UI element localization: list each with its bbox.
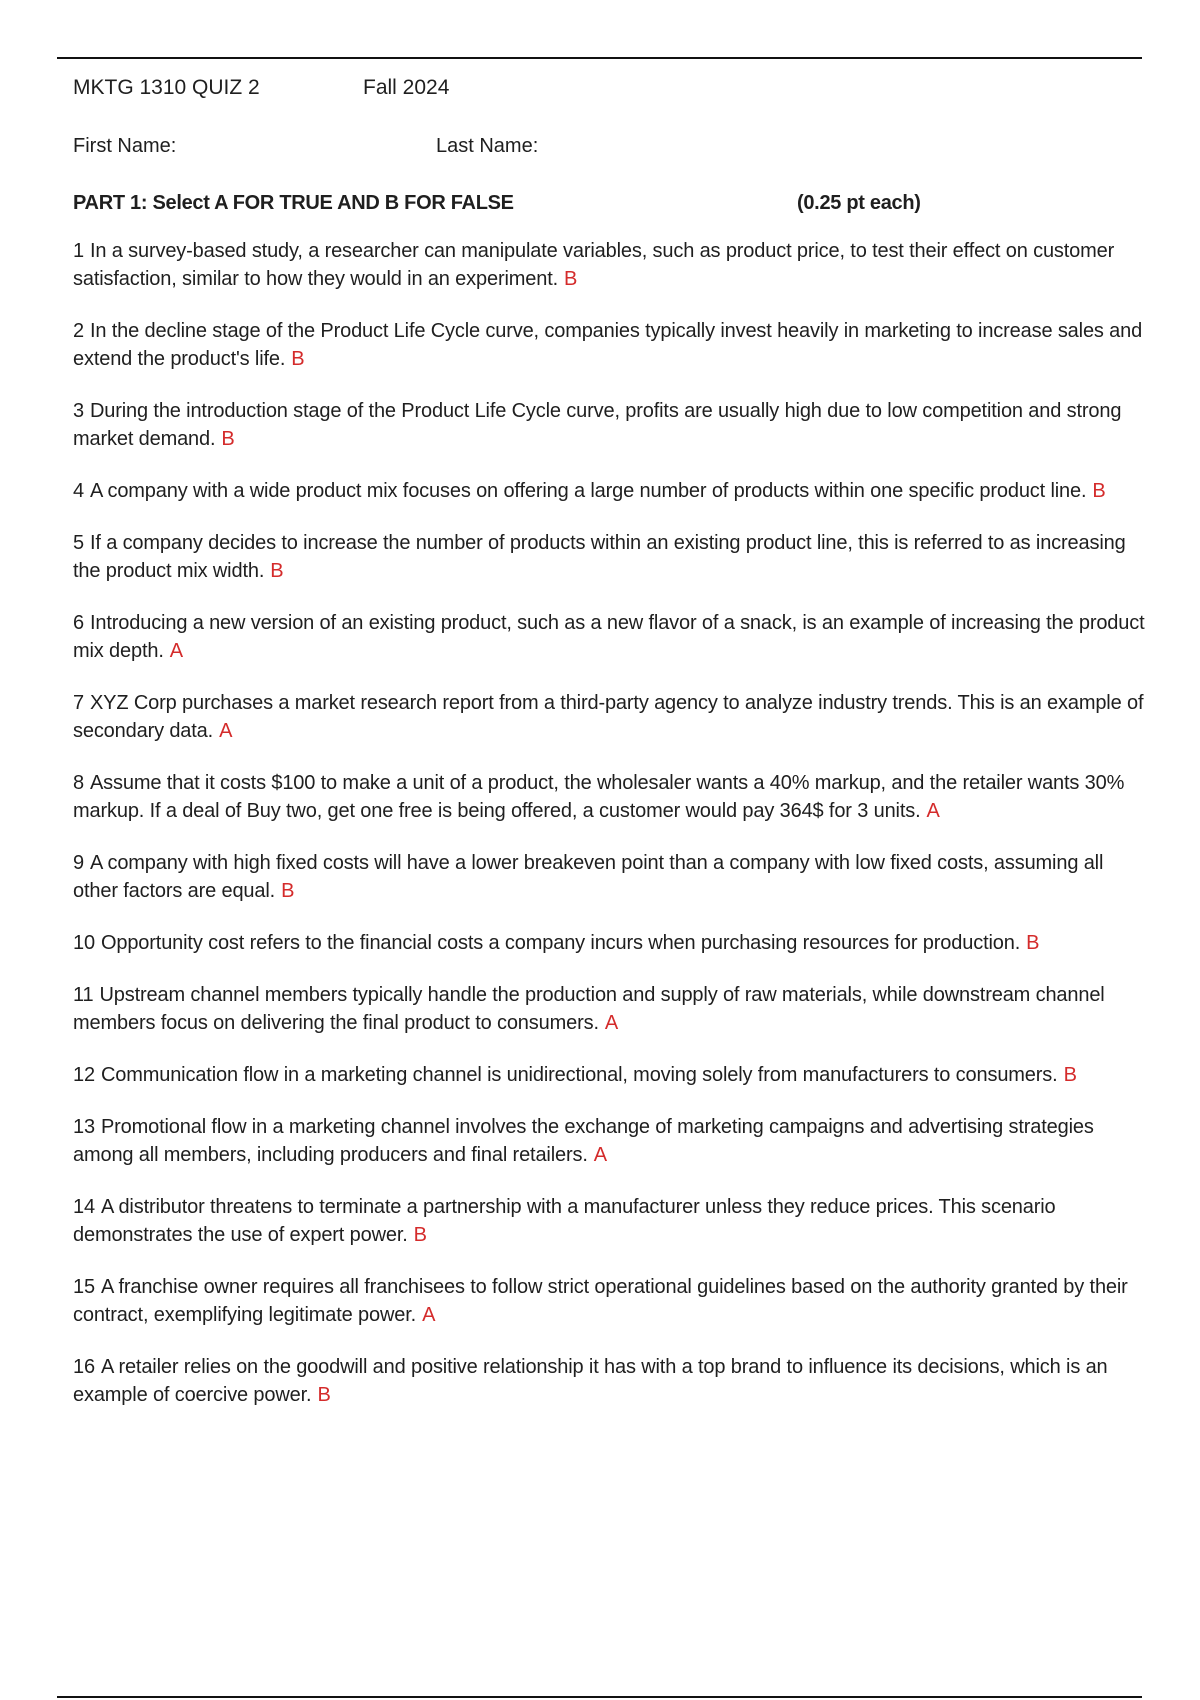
first-name-label: First Name: xyxy=(73,135,177,157)
question-number: 10 xyxy=(73,932,95,954)
question-item xyxy=(73,529,1153,585)
question-text: Introducing a new version of an existing product, such as a new flavor of a snack, is an example of increasing the product mix depth. xyxy=(73,612,1145,662)
answer-key: A xyxy=(604,1012,619,1034)
answer-key: B xyxy=(281,880,295,902)
question-text: XYZ Corp purchases a market research report from a third-party agency to analyze industry trends. This is an example of secondary data. xyxy=(73,692,1144,742)
question-text: During the introduction stage of the Product Life Cycle curve, profits are usually high due to low competition and strong market demand. xyxy=(73,400,1122,450)
question-text: Opportunity cost refers to the financial costs a company incurs when purchasing resources for production. xyxy=(100,932,1021,954)
question-item xyxy=(73,1061,1153,1089)
question-text: If a company decides to increase the number of products within an existing product line, this is referred to as increasing the product mix width. xyxy=(73,532,1126,582)
question-number: 12 xyxy=(73,1064,95,1086)
answer-key: A xyxy=(219,720,233,742)
question-number: 11 xyxy=(73,984,94,1006)
question-text: Upstream channel members typically handle the production and supply of raw materials, while downstream channel members focus on delivering the final product to consumers. xyxy=(73,984,1105,1034)
title-row xyxy=(73,73,1153,103)
question-text: A company with a wide product mix focuses on offering a large number of products within one specific product line. xyxy=(89,480,1087,502)
last-name-label: Last Name: xyxy=(436,135,539,157)
question-item xyxy=(73,981,1153,1037)
question-item xyxy=(73,689,1153,745)
term-label: Fall 2024 xyxy=(363,76,450,99)
answer-key: B xyxy=(564,268,578,290)
question-number: 2 xyxy=(73,320,84,342)
question-number: 9 xyxy=(73,852,84,874)
question-item xyxy=(73,317,1153,373)
question-number: 3 xyxy=(73,400,84,422)
question-number: 6 xyxy=(73,612,84,634)
question-item xyxy=(73,1113,1153,1169)
course-title: MKTG 1310 QUIZ 2 xyxy=(73,76,260,99)
answer-key: A xyxy=(926,800,940,822)
points-label: (0.25 pt each) xyxy=(797,192,921,214)
part-1-heading: PART 1: Select A FOR TRUE AND B FOR FALSE xyxy=(73,192,514,214)
question-number: 5 xyxy=(73,532,84,554)
answer-key: B xyxy=(221,428,235,450)
question-text: Promotional flow in a marketing channel involves the exchange of marketing campaigns and advertising strategies among all members, including producers and final retailers. xyxy=(73,1116,1094,1166)
answer-key: A xyxy=(593,1144,607,1166)
question-item xyxy=(73,397,1153,453)
question-item xyxy=(73,1193,1153,1249)
answer-key: B xyxy=(413,1224,427,1246)
question-text: In a survey-based study, a researcher can manipulate variables, such as product price, to test their effect on customer satisfaction, similar to how they would in an experiment. xyxy=(73,240,1115,290)
question-number: 14 xyxy=(73,1196,95,1218)
answer-key: B xyxy=(1063,1064,1077,1086)
answer-key: B xyxy=(317,1384,331,1406)
question-text: In the decline stage of the Product Life Cycle curve, companies typically invest heavily in marketing to increase sales and extend the product's life. xyxy=(73,320,1143,370)
part-1-heading-row xyxy=(73,188,1153,218)
question-text: Assume that it costs $100 to make a unit of a product, the wholesaler wants a 40% markup, and the retailer wants 30% markup. If a deal of Buy two, get one free is being offered, a customer would pay 364$ for 3 units. xyxy=(73,772,1125,822)
question-number: 13 xyxy=(73,1116,95,1138)
question-number: 4 xyxy=(73,480,84,502)
bottom-rule xyxy=(57,1696,1142,1698)
question-text: A retailer relies on the goodwill and positive relationship it has with a top brand to influence its decisions, which is an example of coercive power. xyxy=(73,1356,1108,1406)
question-item xyxy=(73,849,1153,905)
question-item xyxy=(73,237,1153,293)
question-number: 15 xyxy=(73,1276,95,1298)
question-number: 8 xyxy=(73,772,84,794)
top-rule xyxy=(57,57,1142,59)
question-list xyxy=(73,237,1153,1409)
question-text: A franchise owner requires all franchisees to follow strict operational guidelines based on the authority granted by their contract, exemplifying legitimate power. xyxy=(73,1276,1128,1326)
question-number: 7 xyxy=(73,692,84,714)
question-item xyxy=(73,609,1153,665)
question-text: Communication flow in a marketing channel is unidirectional, moving solely from manufacturers to consumers. xyxy=(100,1064,1058,1086)
answer-key: B xyxy=(1092,480,1106,502)
answer-key: A xyxy=(169,640,183,662)
question-item xyxy=(73,769,1153,825)
quiz-page xyxy=(73,73,1153,1433)
question-item xyxy=(73,1273,1153,1329)
question-text: A company with high fixed costs will have a lower breakeven point than a company with low fixed costs, assuming all other factors are equal. xyxy=(73,852,1104,902)
question-number: 16 xyxy=(73,1356,95,1378)
answer-key: B xyxy=(1026,932,1040,954)
name-fields xyxy=(73,131,1153,161)
answer-key: A xyxy=(422,1304,436,1326)
question-text: A distributor threatens to terminate a partnership with a manufacturer unless they reduce prices. This scenario demonstrates the use of expert power. xyxy=(73,1196,1056,1246)
question-number: 1 xyxy=(73,240,84,262)
question-item xyxy=(73,1353,1153,1409)
question-item xyxy=(73,477,1153,505)
answer-key: B xyxy=(291,348,305,370)
question-item xyxy=(73,929,1153,957)
answer-key: B xyxy=(270,560,284,582)
